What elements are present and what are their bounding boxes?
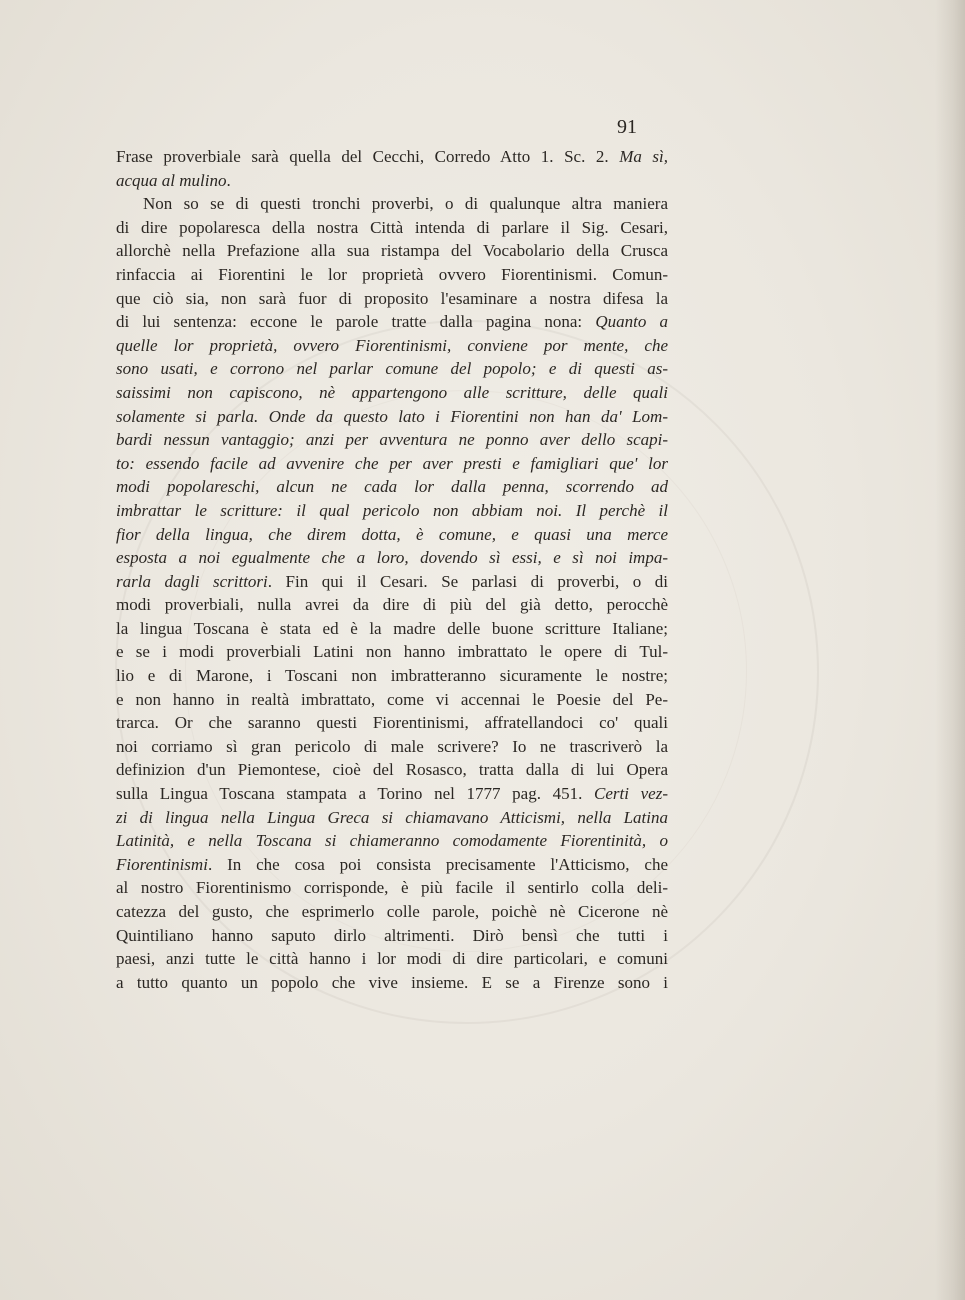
- page-number: 91: [617, 116, 637, 138]
- italic-text-segment: Certi vez-: [594, 784, 668, 804]
- italic-text-segment: bardi nessun vantaggio; anzi per avventura ne ponno aver dello scapi-: [116, 430, 668, 450]
- text-segment: paesi, anzi tutte le città hanno i lor modi di dire particolari, e comuni: [116, 949, 668, 969]
- text-line: [116, 806, 668, 830]
- text-line: [116, 593, 668, 617]
- text-line: [116, 758, 668, 782]
- text-segment: Quintiliano hanno saputo dirlo altrimenti. Dirò bensì che tutti i: [116, 925, 668, 945]
- text-line: [116, 782, 668, 806]
- text-segment: noi corriamo sì gran pericolo di male scrivere? Io ne trascriverò la: [116, 736, 668, 756]
- text-line: [116, 853, 668, 877]
- text-segment: Non so se di questi tronchi proverbi, o di qualunque altra maniera: [143, 194, 668, 214]
- italic-text-segment: Latinità, e nella Toscana si chiameranno comodamente Fiorentinità, o: [116, 831, 668, 851]
- text-segment: e non hanno in realtà imbrattato, come vi accennai le Poesie del Pe-: [116, 689, 668, 709]
- text-segment: rinfaccia ai Fiorentini le lor proprietà ovvero Fiorentinismi. Comun-: [116, 264, 668, 284]
- text-line: [116, 570, 668, 594]
- italic-text-segment: acqua al mulino: [116, 170, 227, 190]
- italic-text-segment: fior della lingua, che direm dotta, è comune, e quasi una merce: [116, 524, 668, 544]
- text-segment: sulla Lingua Toscana stampata a Torino nel 1777 pag. 451.: [116, 784, 595, 804]
- text-line: [116, 192, 668, 216]
- text-line: [116, 640, 668, 664]
- text-line: [116, 405, 668, 429]
- text-line: [116, 711, 668, 735]
- text-line: [116, 239, 668, 263]
- text-line: [116, 263, 668, 287]
- italic-text-segment: Quanto a: [595, 312, 669, 332]
- text-line: [116, 169, 668, 193]
- text-segment: la lingua Toscana è stata ed è la madre delle buone scritture Italiane;: [116, 618, 668, 638]
- text-line: [116, 924, 668, 948]
- text-line: [116, 664, 668, 688]
- text-line: [116, 947, 668, 971]
- text-segment: . Fin qui il Cesari. Se parlasi di proverbi, o di: [267, 571, 668, 591]
- text-line: [116, 145, 668, 169]
- text-segment: que ciò sia, non sarà fuor di proposito l'esaminare a nostra difesa la: [116, 288, 668, 308]
- text-line: [116, 900, 668, 924]
- text-segment: trarca. Or che saranno questi Fiorentinismi, affratellandoci co' quali: [116, 713, 668, 733]
- text-line: [116, 688, 668, 712]
- text-line: [116, 876, 668, 900]
- italic-text-segment: Fiorentinismi: [116, 854, 208, 874]
- text-line: [116, 735, 668, 759]
- italic-text-segment: quelle lor proprietà, ovvero Fiorentinismi, conviene por mente, che: [116, 335, 668, 355]
- body-text: [116, 145, 668, 994]
- italic-text-segment: Ma sì,: [619, 147, 669, 166]
- italic-text-segment: rarla dagli scrittori: [116, 571, 268, 591]
- text-line: [116, 499, 668, 523]
- text-line: [116, 829, 668, 853]
- text-line: [116, 334, 668, 358]
- italic-text-segment: to: essendo facile ad avvenire che per aver presti e famigliari que' lor: [116, 453, 668, 473]
- italic-text-segment: sono usati, e corrono nel parlar comune del popolo; e di questi as-: [116, 359, 668, 379]
- text-segment: e se i modi proverbiali Latini non hanno imbrattato le opere di Tul-: [116, 642, 668, 662]
- text-segment: modi proverbiali, nulla avrei da dire di più del già detto, perocchè: [116, 595, 668, 615]
- italic-text-segment: modi popolareschi, alcun ne cada lor dalla penna, scorrendo ad: [116, 477, 668, 497]
- text-line: [116, 617, 668, 641]
- text-line: [116, 475, 668, 499]
- italic-text-segment: solamente si parla. Onde da questo lato i Fiorentini non han da' Lom-: [116, 406, 668, 426]
- text-segment: . In che cosa poi consista precisamente l'Atticismo, che: [207, 854, 668, 874]
- text-segment: Frase proverbiale sarà quella del Cecchi, Corredo Atto 1. Sc. 2.: [116, 147, 620, 166]
- text-segment: definizion d'un Piemontese, cioè del Rosasco, tratta dalla di lui Opera: [116, 760, 668, 780]
- text-segment: al nostro Fiorentinismo corrisponde, è più facile il sentirlo colla deli-: [116, 878, 668, 898]
- text-line: [116, 971, 668, 995]
- text-segment: .: [226, 170, 231, 190]
- text-segment: catezza del gusto, che esprimerlo colle parole, poichè nè Cicerone nè: [116, 902, 668, 921]
- italic-text-segment: esposta a noi egualmente che a loro, dovendo sì essi, e sì noi impa-: [116, 548, 668, 568]
- page-edge-shadow: [935, 0, 965, 1300]
- text-line: [116, 428, 668, 452]
- text-line: [116, 216, 668, 240]
- text-segment: di dire popolaresca della nostra Città intenda di parlare il Sig. Cesari,: [116, 217, 668, 237]
- text-segment: di lui sentenza: eccone le parole tratte dalla pagina nona:: [116, 312, 596, 332]
- text-line: [116, 452, 668, 476]
- text-line: [116, 357, 668, 381]
- text-line: [116, 546, 668, 570]
- italic-text-segment: saissimi non capiscono, nè appartengono alle scritture, delle quali: [116, 382, 668, 402]
- text-segment: allorchè nella Prefazione alla sua ristampa del Vocabolario della Crusca: [116, 241, 668, 261]
- text-line: [116, 287, 668, 311]
- text-line: [116, 523, 668, 547]
- text-line: [116, 310, 668, 334]
- text-segment: a tutto quanto un popolo che vive insieme. E se a Firenze sono i: [116, 972, 668, 992]
- text-line: [116, 381, 668, 405]
- italic-text-segment: zi di lingua nella Lingua Greca si chiamavano Atticismi, nella Latina: [116, 807, 668, 827]
- italic-text-segment: imbrattar le scritture: il qual pericolo non abbiam noi. Il perchè il: [116, 500, 668, 520]
- text-segment: lio e di Marone, i Toscani non imbratteranno sicuramente le nostre;: [116, 666, 668, 686]
